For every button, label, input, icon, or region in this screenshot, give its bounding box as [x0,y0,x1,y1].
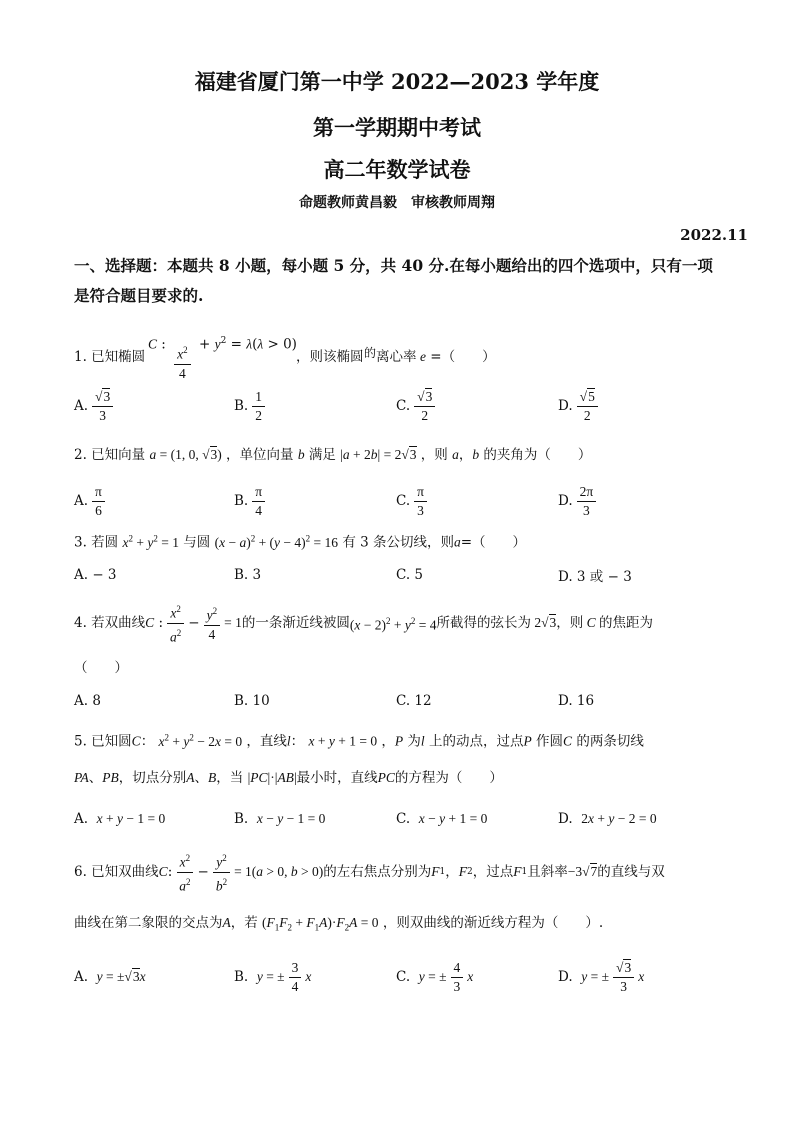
q5-text-c: ， [381,733,395,750]
q4-options [74,687,754,715]
q5-text-a: 5. 已知圆 [74,733,132,750]
q2-option-d[interactable]: D. $\frac{2\pi}{3}$ [558,476,600,526]
q2-text-e: ， [458,447,473,463]
question-3: 3. 若圆 $x^2 + y^2 = 1$ 与圆 $(x - a)^2 + (y - 4)^2 = 16$ 有 3 条公切线，则a=（ ） [74,533,527,551]
q1-option-c[interactable]: C. $\frac{√3}{2}$ [396,381,439,431]
q3-options [74,561,754,589]
school-title: 福建省厦门第一中学 2022—2023 学年度 [194,69,600,94]
q6-option-d[interactable]: D. y = ± $\frac{√3}{3}$ x [558,959,645,994]
q5-option-d[interactable]: D. 2x + y − 2 = 0 [558,811,657,827]
q3-option-c[interactable]: C. 5 [396,567,424,583]
exam-date: 2022.11 [680,226,748,244]
q3-text-d: =（ ） [460,534,527,551]
q6-option-b[interactable]: B. y = ± $\frac{3}{4}$ x [234,959,312,994]
section-heading-line1: 一、选择题：本题共 8 小题，每小题 5 分，共 40 分.在每小题给出的四个选项中，只有一项 [74,256,713,275]
q6-text-f: 的直线与双 [597,864,665,880]
q4-option-b[interactable]: B. 10 [234,693,270,709]
q5-option-a[interactable]: A. x + y − 1 = 0 [74,811,166,827]
q5-option-b[interactable]: B. x − y − 1 = 0 [234,811,326,827]
q4-text-line2: （ ） [74,660,128,676]
q6-options [74,952,754,1002]
q5-option-c[interactable]: C. x − y + 1 = 0 [396,811,488,827]
q5-options [74,805,754,833]
q3-option-b[interactable]: B. 3 [234,567,262,583]
q1-formula: C : $\frac{x^2}{4}$ + $y^2 = \lambda(\lambda > 0)$ [148,336,297,381]
q5-text-f: 作圆 [536,733,564,750]
q4-option-d[interactable]: D. 16 [558,693,595,709]
q2-text-a: 2. 已知向量 [74,447,146,463]
q4-text-b: 的一条渐近线被圆 [241,615,350,631]
q2-vector-a: a = (1, 0, √3) [149,447,222,462]
q2-text-d: ，则 [420,447,448,463]
question-1 [74,330,754,381]
q2-text-f: 的夹角为（ ） [483,447,592,463]
q2-vector-b: b [297,447,305,462]
q2-options [74,476,754,526]
q2-text-b: ，单位向量 [226,447,294,463]
q1-options [74,381,754,431]
authors-line: 命题教师黄昌毅 审核教师周翔 [299,195,495,211]
q5-text-g: 的两条切线 [576,733,644,750]
q4-option-c[interactable]: C. 12 [396,693,432,709]
q6-option-c[interactable]: C. y = ± $\frac{4}{3}$ x [396,959,474,994]
q1-option-b[interactable]: B. $\frac{1}{2}$ [234,381,269,431]
q6-text-c: ， [445,864,459,880]
q1-option-d[interactable]: D. $\frac{√5}{2}$ [558,381,602,431]
question-2: 2. 已知向量 a = (1, 0, √3) ，单位向量 b 满足 |a + 2b| = 2√3 ，则 a，b 的夹角为（ ） [74,447,592,463]
q5-text-d: 为 [407,733,421,750]
q2-option-c[interactable]: C. $\frac{\pi}{3}$ [396,476,431,526]
q3-text-b: 与圆 [183,534,211,551]
question-6-line2: 曲线在第二象限的交点为A，若 $(F_1F_2 + F_1A)\cdot F_2A = 0$ ，则双曲线的渐近线方程为（ ）. [74,915,604,933]
q2-option-b[interactable]: B. $\frac{\pi}{4}$ [234,476,269,526]
subject-title: 高二年数学试卷 [323,157,471,182]
exam-title: 第一学期期中考试 [313,115,481,140]
q3-circle-2: $(x - a)^2 + (y - 4)^2 = 16$ [214,533,339,550]
q6-text-e: 且斜率 [527,864,568,880]
q6-text-a: 6. 已知双曲线 [74,864,159,880]
question-6: 6. 已知双曲线 C : $\frac{x^2}{a^2}$ − $\frac{y^2}{b^2}$ = 1(a > 0, b > 0) 的左右焦点分别为 F 1 ， F 2 ，过点 F 1 且斜率 −3√7 的直线与双 [74,852,754,892]
q4-text-e: 的焦距为 [599,615,654,631]
q3-option-d[interactable]: D. 3 或 − 3 [558,569,632,585]
q6-option-a[interactable]: A. y = ±√3x [74,969,146,985]
question-5-line2: PA、PB，切点分别A、B，当 |PC|·|AB|最小时，直线PC的方程为（ ） [74,770,503,786]
q2-condition: |a + 2b| = 2√3 [340,447,417,462]
q4-text-c: 所截得的弦长为 [436,615,531,631]
q6-text-d: ，过点 [472,864,514,880]
q2-option-a[interactable]: A. $\frac{\pi}{6}$ [74,476,109,526]
question-4: 4. 若双曲线 C : $\frac{x^2}{a^2}$ − $\frac{y^2}{4}$ = 1 的一条渐近线被圆 $(x - 2)^2 + y^2 = 4$ 所截得的弦长为 2√3 ，则 C 的焦距为 [74,603,754,643]
q1-text-c: 的 [364,346,377,360]
q4-text-a: 4. 若双曲线 [74,615,146,631]
q3-circle-1: $x^2 + y^2 = 1$ [122,533,179,550]
q4-text-d: ，则 [556,615,584,631]
q4-option-a[interactable]: A. 8 [74,693,101,709]
q1-text-b: ，则该椭圆 [296,349,364,365]
q3-text-a: 3. 若圆 [74,534,119,551]
q6-text-b: 的左右焦点分别为 [323,864,432,880]
q5-text-e: 上的动点，过点 [428,733,524,750]
q5-text-b: ，直线 [246,733,287,750]
q3-text-c: 有 3 条公切线，则 [342,534,454,551]
section-heading-line2: 是符合题目要求的. [74,286,204,305]
question-5: 5. 已知圆C： $x^2 + y^2 - 2x = 0$ ，直线l： x + y + 1 = 0 ，P 为l 上的动点，过点P 作圆C 的两条切线 [74,732,644,750]
q3-option-a[interactable]: A. − 3 [74,567,117,583]
q1-text-d: 离心率 [376,349,417,365]
section-heading [74,251,754,311]
q1-text-a: 1. 已知椭圆 [74,349,146,365]
q1-option-a[interactable]: A. $\frac{√3}{3}$ [74,381,117,431]
q2-text-c: 满足 [308,447,336,463]
q1-text-e: e =（ ） [420,349,496,365]
